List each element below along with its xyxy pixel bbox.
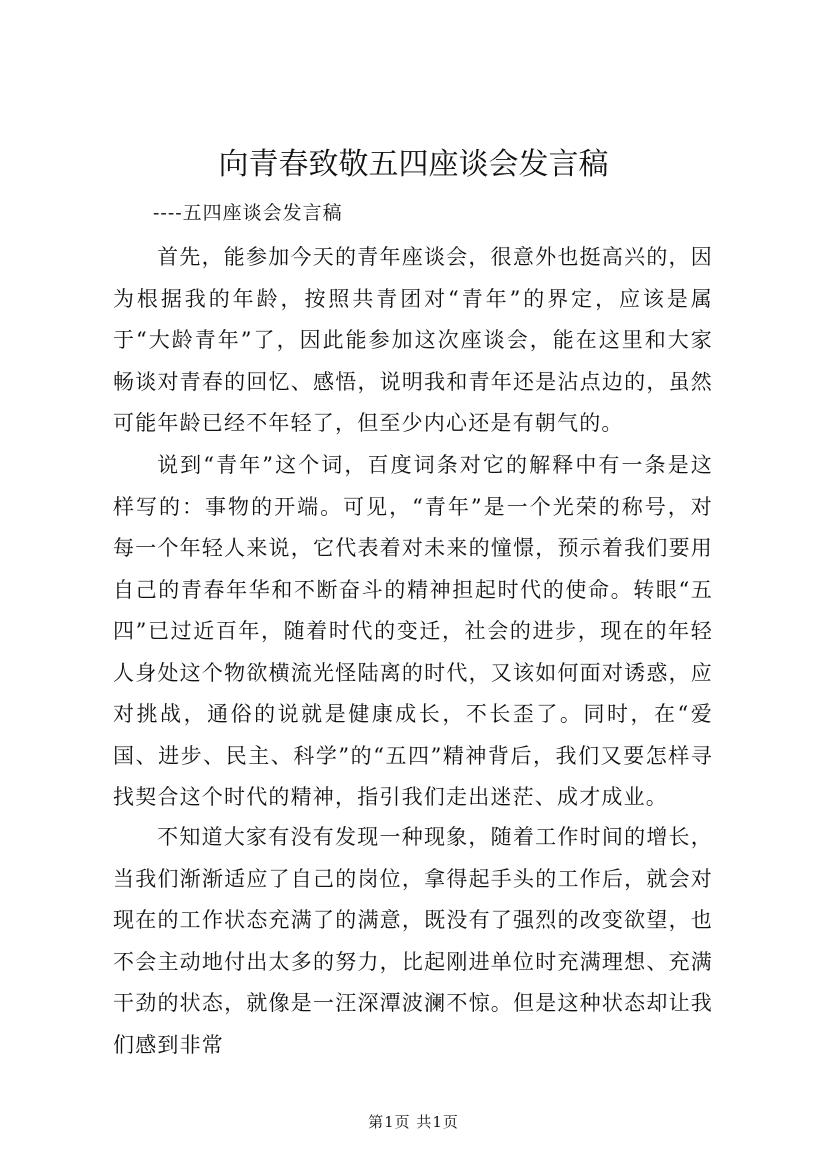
paragraph-3: 不知道大家有没有发现一种现象，随着工作时间的增长，当我们渐渐适应了自己的岗位，拿得起手头的工作后，就会对现在的工作状态充满了的满意，既没有了强烈的改变欲望，也不会主动地付出太多的努力，比起刚进单位时充满理想、充满干劲的状态，就像是一汪深潭波澜不惊。但是这种状态却让我们感到非常 — [113, 825, 713, 1057]
paragraph-2: 说到“青年”这个词，百度词条对它的解释中有一条是这样写的：事物的开端。可见，“青年”是一个光荣的称号，对每一个年轻人来说，它代表着对未来的憧憬，预示着我们要用自己的青春年华和不断奋斗的精神担起时代的使命。转眼“五四”已过近百年，随着时代的变迁，社会的进步，现在的年轻人身处这个物欲横流光怪陆离的时代，又该如何面对诱惑，应对挑战，通俗的说就是健康成长，不长歪了。同时，在“爱国、进步、民主、科学”的“五四”精神背后，我们又要怎样寻找契合这个时代的精神，指引我们走出迷茫、成才成业。 — [113, 453, 713, 809]
document-title: 向青春致敬五四座谈会发言稿 — [218, 147, 609, 182]
document-subtitle: ----五四座谈会发言稿 — [153, 202, 343, 224]
paragraph-1: 首先，能参加今天的青年座谈会，很意外也挺高兴的，因为根据我的年龄，按照共青团对“青年”的界定，应该是属于“大龄青年”了，因此能参加这次座谈会，能在这里和大家畅谈对青春的回忆、感悟，说明我和青年还是沾点边的，虽然可能年龄已经不年轻了，但至少内心还是有朝气的。 — [113, 245, 713, 435]
page-footer: 第1页 共1页 — [368, 1113, 459, 1131]
